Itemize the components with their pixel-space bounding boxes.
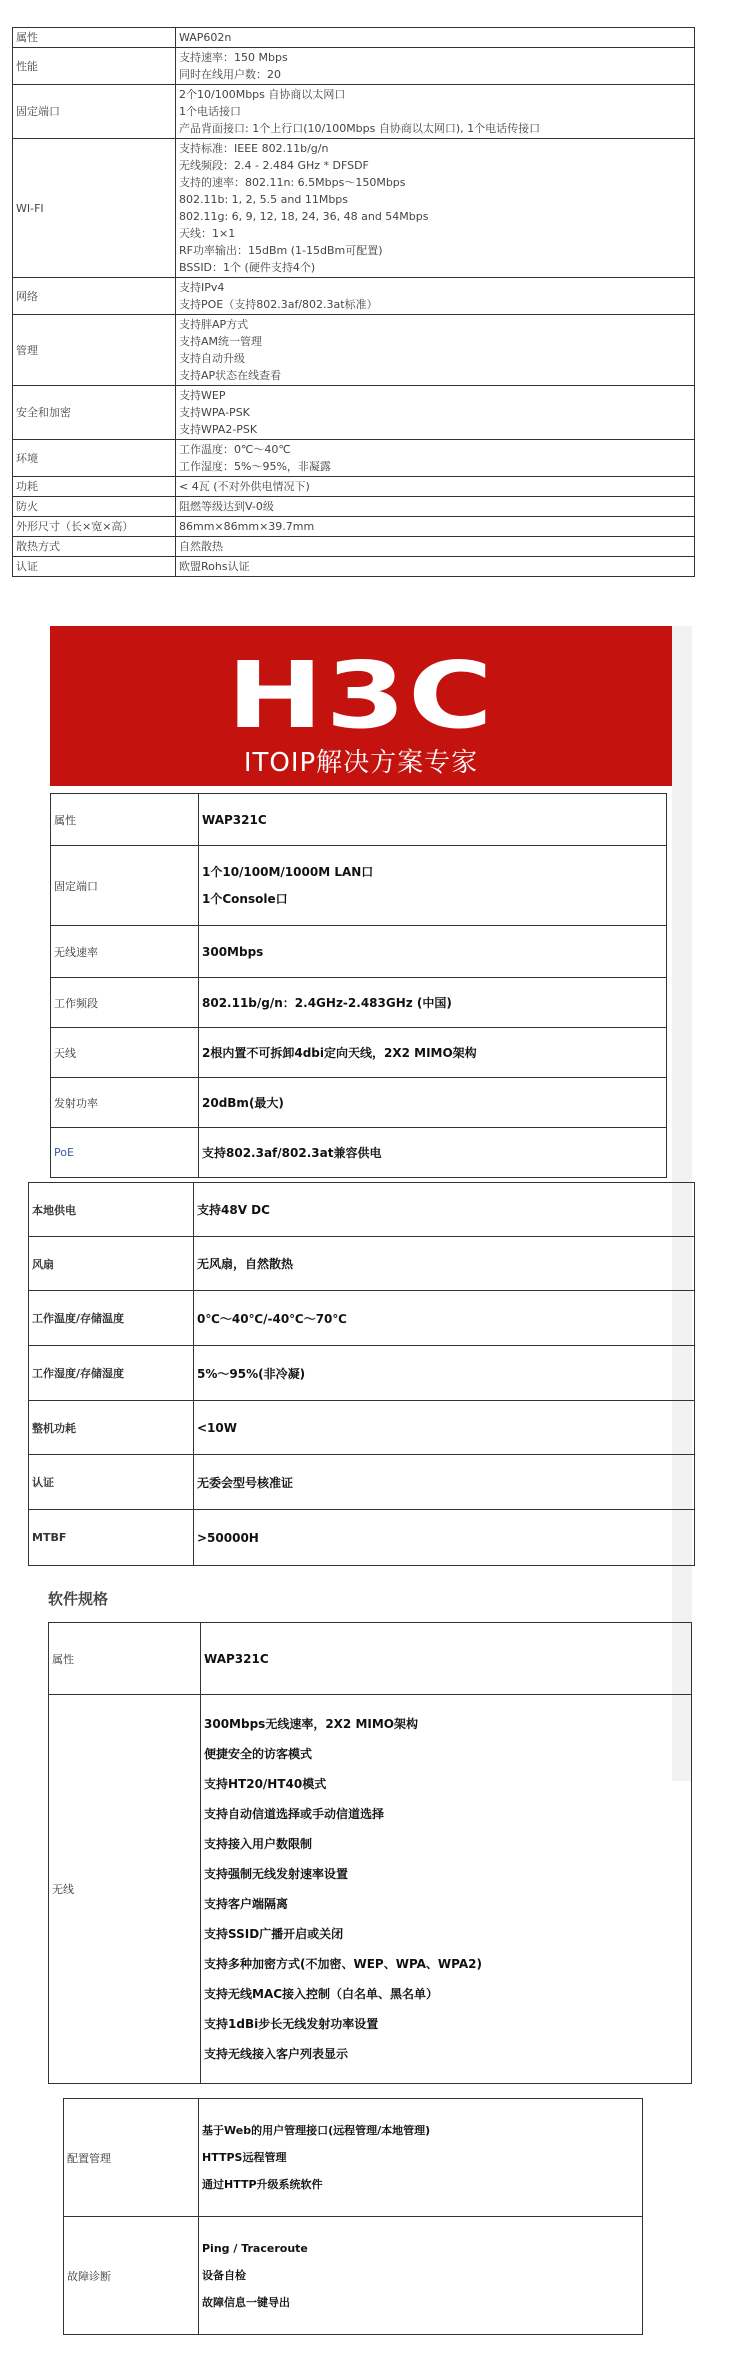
spec-key: 属性 bbox=[51, 794, 199, 846]
table-row bbox=[13, 557, 695, 577]
spec-key: 天线 bbox=[51, 1028, 199, 1078]
spec-line: 支持WPA2-PSK bbox=[179, 423, 258, 436]
spec-key: 认证 bbox=[13, 557, 176, 577]
table-row bbox=[29, 1291, 695, 1346]
spec-value: <10W bbox=[194, 1401, 695, 1455]
spec-key: PoE bbox=[51, 1128, 199, 1178]
spec-value bbox=[176, 537, 695, 557]
spec-line: 同时在线用户数：20 bbox=[179, 68, 281, 81]
spec-line: 支持HT20/HT40模式 bbox=[204, 1777, 327, 1791]
spec-value bbox=[176, 497, 695, 517]
table-row bbox=[13, 48, 695, 85]
spec-value: 支持48V DC bbox=[194, 1183, 695, 1237]
table-row bbox=[64, 2217, 643, 2335]
table-row bbox=[13, 386, 695, 440]
spec-line: 支持客户端隔离 bbox=[204, 1897, 289, 1911]
table-row bbox=[13, 537, 695, 557]
spec-key: 本地供电 bbox=[29, 1183, 194, 1237]
spec-value: 支持802.3af/802.3at兼容供电 bbox=[199, 1128, 667, 1178]
spec-line: Ping / Traceroute bbox=[202, 2242, 308, 2255]
spec-line: WAP602n bbox=[179, 31, 232, 44]
table-row bbox=[29, 1510, 695, 1566]
spec-key: 发射功率 bbox=[51, 1078, 199, 1128]
spec-value bbox=[201, 1695, 692, 2084]
table-row bbox=[29, 1237, 695, 1291]
section-title: 软件规格 bbox=[48, 1590, 109, 1608]
spec-key: 固定端口 bbox=[13, 85, 176, 139]
table-row bbox=[51, 1128, 667, 1178]
spec-value: 无风扇，自然散热 bbox=[194, 1237, 695, 1291]
table-row bbox=[13, 315, 695, 386]
spec-line: 天线：1×1 bbox=[179, 227, 236, 240]
spec-value: 20dBm(最大) bbox=[199, 1078, 667, 1128]
table-row bbox=[13, 497, 695, 517]
spec-line: 设备自检 bbox=[202, 2269, 246, 2282]
table-row bbox=[13, 440, 695, 477]
spec-line: 300Mbps无线速率，2X2 MIMO架构 bbox=[204, 1717, 418, 1731]
spec-line: 支持无线接入客户列表显示 bbox=[204, 2047, 349, 2061]
spec-line: 支持IPv4 bbox=[179, 281, 225, 294]
banner-tagline: ITOIP解决方案专家 bbox=[243, 748, 479, 778]
spec-key: 工作湿度/存储湿度 bbox=[29, 1346, 194, 1401]
spec-line: 阻燃等级达到V-0级 bbox=[179, 500, 274, 513]
spec-key: 安全和加密 bbox=[13, 386, 176, 440]
spec-key: 防火 bbox=[13, 497, 176, 517]
spec-line: 支持自动信道选择或手动信道选择 bbox=[204, 1807, 385, 1821]
spec-line: 工作湿度：5%～95%，非凝露 bbox=[179, 460, 331, 473]
spec-line: 支持速率：150 Mbps bbox=[179, 51, 288, 64]
table-row bbox=[29, 1455, 695, 1510]
spec-value bbox=[176, 139, 695, 278]
spec-line: RF功率输出：15dBm (1-15dBm可配置) bbox=[179, 244, 383, 257]
spec-line: 通过HTTP升级系统软件 bbox=[202, 2178, 323, 2191]
spec-line: < 4瓦 (不对外供电情况下) bbox=[179, 480, 310, 493]
spec-line: 支持标准：IEEE 802.11b/g/n bbox=[179, 142, 329, 155]
table-row bbox=[51, 978, 667, 1028]
spec-key: MTBF bbox=[29, 1510, 194, 1566]
spec-line: 支持AM统一管理 bbox=[179, 335, 263, 348]
spec-key: 配置管理 bbox=[64, 2099, 199, 2217]
hardware-spec-table-continued bbox=[28, 1182, 695, 1566]
spec-line: BSSID：1个 (硬件支持4个) bbox=[179, 261, 316, 274]
spec-key: 风扇 bbox=[29, 1237, 194, 1291]
spec-value: 802.11b/g/n：2.4GHz-2.483GHz (中国) bbox=[199, 978, 667, 1028]
spec-key: 属性 bbox=[49, 1623, 201, 1695]
table-row bbox=[13, 517, 695, 537]
spec-line: 1个Console口 bbox=[202, 891, 288, 906]
spec-key: 散热方式 bbox=[13, 537, 176, 557]
spec-value bbox=[176, 48, 695, 85]
spec-line: 支持1dBi步长无线发射功率设置 bbox=[204, 2017, 379, 2031]
h3c-logo: H3C bbox=[226, 642, 496, 749]
spec-line: 支持无线MAC接入控制（白名单、黑名单） bbox=[204, 1987, 439, 2001]
spec-line: 支持WEP bbox=[179, 389, 226, 402]
spec-line: 86mm×86mm×39.7mm bbox=[179, 520, 315, 533]
spec-value bbox=[199, 846, 667, 926]
spec-key: 工作温度/存储温度 bbox=[29, 1291, 194, 1346]
spec-key: 工作频段 bbox=[51, 978, 199, 1028]
spec-key: WI-FI bbox=[13, 139, 176, 278]
h3c-banner bbox=[50, 626, 672, 786]
spec-line: 基于Web的用户管理接口(远程管理/本地管理) bbox=[202, 2124, 431, 2137]
spec-value: 5%～95%(非冷凝) bbox=[194, 1346, 695, 1401]
table-row bbox=[51, 794, 667, 846]
spec-value bbox=[176, 28, 695, 48]
spec-line: 802.11g: 6, 9, 12, 18, 24, 36, 48 and 54Mbps bbox=[179, 210, 429, 223]
spec-key: 无线速率 bbox=[51, 926, 199, 978]
spec-line: 支持接入用户数限制 bbox=[204, 1837, 313, 1851]
spec-key: 外形尺寸（长×宽×高） bbox=[13, 517, 176, 537]
spec-line: 支持自动升级 bbox=[179, 352, 245, 365]
spec-key: 整机功耗 bbox=[29, 1401, 194, 1455]
spec-value bbox=[176, 315, 695, 386]
spec-value: 2根内置不可拆卸4dbi定向天线，2X2 MIMO架构 bbox=[199, 1028, 667, 1078]
hardware-spec-table bbox=[50, 793, 667, 1178]
spec-value bbox=[176, 440, 695, 477]
spec-key: 环境 bbox=[13, 440, 176, 477]
spec-key: 性能 bbox=[13, 48, 176, 85]
spec-line: 自然散热 bbox=[179, 540, 223, 553]
spec-line: HTTPS远程管理 bbox=[202, 2151, 287, 2164]
spec-line: 支持POE（支持802.3af/802.3at标准） bbox=[179, 298, 378, 311]
spec-line: 支持的速率：802.11n: 6.5Mbps～150Mbps bbox=[179, 176, 406, 189]
spec-line: 2个10/100Mbps 自协商以太网口 bbox=[179, 88, 346, 101]
table-row bbox=[29, 1183, 695, 1237]
spec-line: 支持胖AP方式 bbox=[179, 318, 249, 331]
spec-value: 0℃～40℃/-40℃～70℃ bbox=[194, 1291, 695, 1346]
table-row bbox=[51, 1078, 667, 1128]
spec-line: 支持多种加密方式(不加密、WEP、WPA、WPA2) bbox=[204, 1957, 482, 1971]
table-row bbox=[49, 1695, 692, 2084]
table-row bbox=[13, 139, 695, 278]
spec-key: 认证 bbox=[29, 1455, 194, 1510]
spec-line: 工作温度：0℃～40℃ bbox=[179, 443, 291, 456]
table-row bbox=[13, 85, 695, 139]
table-row bbox=[51, 1028, 667, 1078]
table-row bbox=[64, 2099, 643, 2217]
spec-value: WAP321C bbox=[201, 1623, 692, 1695]
spec-value bbox=[199, 2099, 643, 2217]
spec-line: 802.11b: 1, 2, 5.5 and 11Mbps bbox=[179, 193, 349, 206]
spec-value: 300Mbps bbox=[199, 926, 667, 978]
spec-value: WAP321C bbox=[199, 794, 667, 846]
spec-key: 属性 bbox=[13, 28, 176, 48]
spec-line: 便捷安全的访客模式 bbox=[204, 1747, 313, 1761]
spec-line: 欧盟Rohs认证 bbox=[179, 560, 250, 573]
spec-value: 无委会型号核准证 bbox=[194, 1455, 695, 1510]
spec-key: 固定端口 bbox=[51, 846, 199, 926]
spec-line: 故障信息一键导出 bbox=[202, 2296, 290, 2309]
spec-line: 支持强制无线发射速率设置 bbox=[204, 1867, 349, 1881]
spec-value: >50000H bbox=[194, 1510, 695, 1566]
table-row bbox=[29, 1401, 695, 1455]
spec-line: 1个10/100M/1000M LAN口 bbox=[202, 864, 374, 879]
table-row bbox=[13, 477, 695, 497]
table-row bbox=[51, 846, 667, 926]
spec-value bbox=[176, 517, 695, 537]
table-row bbox=[49, 1623, 692, 1695]
spec-value bbox=[199, 2217, 643, 2335]
spec-key: 功耗 bbox=[13, 477, 176, 497]
spec-key: 故障诊断 bbox=[64, 2217, 199, 2335]
spec-value bbox=[176, 477, 695, 497]
spec-line: 支持WPA-PSK bbox=[179, 406, 250, 419]
spec-value bbox=[176, 278, 695, 315]
management-spec-table bbox=[63, 2098, 643, 2335]
spec-key: 无线 bbox=[49, 1695, 201, 2084]
spec-table-wap602n bbox=[12, 27, 695, 577]
spec-line: 支持AP状态在线查看 bbox=[179, 369, 282, 382]
spec-line: 产品背面接口: 1个上行口(10/100Mbps 自协商以太网口), 1个电话传接口 bbox=[179, 122, 541, 135]
table-row bbox=[51, 926, 667, 978]
spec-key: 网络 bbox=[13, 278, 176, 315]
table-row bbox=[29, 1346, 695, 1401]
spec-line: 支持SSID广播开启或关闭 bbox=[204, 1927, 344, 1941]
spec-value bbox=[176, 557, 695, 577]
software-spec-table bbox=[48, 1622, 692, 2084]
table-row bbox=[13, 278, 695, 315]
table-row bbox=[13, 28, 695, 48]
spec-line: 无线频段：2.4 - 2.484 GHz * DFSDF bbox=[179, 159, 369, 172]
spec-value bbox=[176, 386, 695, 440]
spec-key: 管理 bbox=[13, 315, 176, 386]
spec-value bbox=[176, 85, 695, 139]
spec-line: 1个电话接口 bbox=[179, 105, 241, 118]
